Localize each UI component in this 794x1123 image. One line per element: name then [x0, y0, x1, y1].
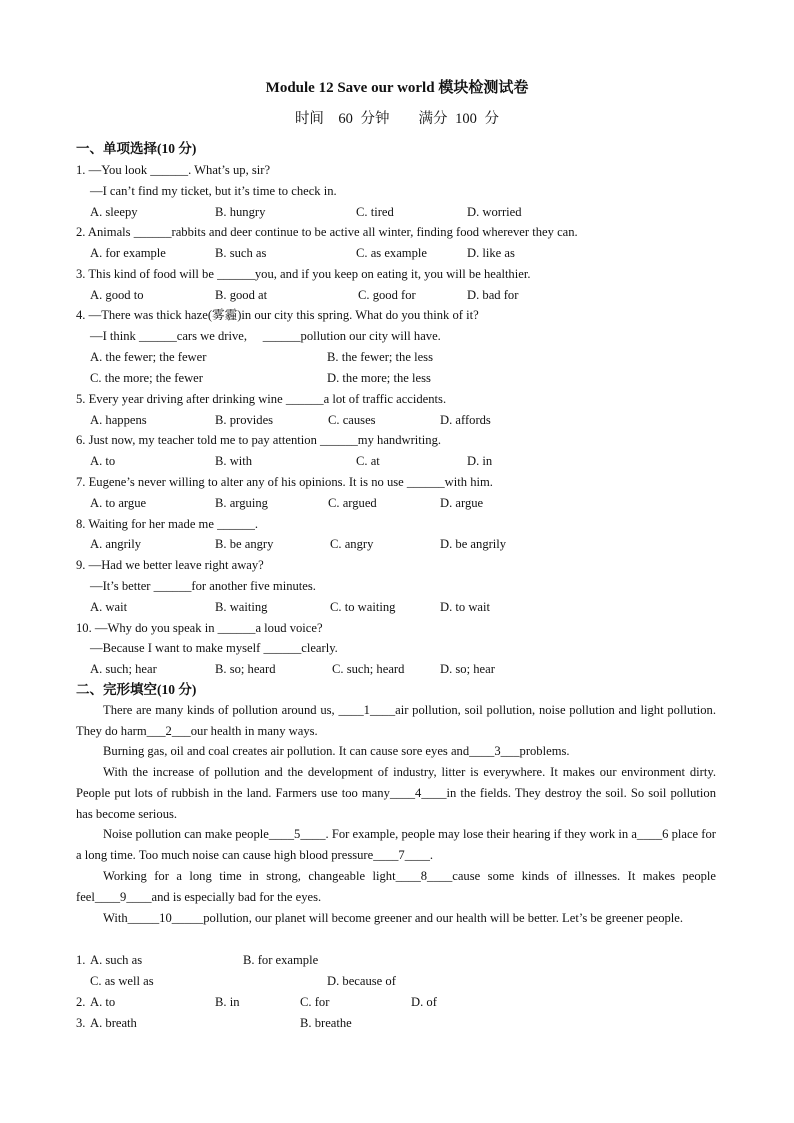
- option-c: C. as well as: [90, 974, 154, 988]
- option-a: A. angrily: [90, 537, 142, 551]
- option-b: B. provides: [215, 413, 274, 427]
- question-stem: 4. —There was thick haze(雾霾)in our city this spring. What do you think of it?: [76, 308, 479, 322]
- option-c: C. to waiting: [330, 600, 396, 614]
- option-b: B. be angry: [215, 537, 274, 551]
- option-a: A. wait: [90, 600, 128, 614]
- option-d: D. to wait: [440, 600, 491, 614]
- cloze-paragraph: With_____10_____pollution, our planet will become greener and our health will be better. Let’s be greener people.: [103, 911, 684, 925]
- question-stem: 7. Eugene’s never willing to alter any of his opinions. It is no use ______with him.: [76, 475, 493, 489]
- option-b: B. waiting: [215, 600, 268, 614]
- question-stem: 8. Waiting for her made me ______.: [76, 517, 259, 531]
- option-d: D. argue: [440, 496, 484, 510]
- question-stem: —I think ______cars we drive, ______pollution our city will have.: [90, 329, 441, 343]
- section-heading-choice: 一、单项选择(10 分): [76, 141, 197, 156]
- cloze-paragraph: With the increase of pollution and the development of industry, litter is everywhere. It makes our environment dirty. People put lots of rubbish in the land. Farmers use too many____4____in the fields. They destroy the soil. So soil pollution has become serious.: [76, 765, 716, 821]
- option-c: C. causes: [328, 413, 376, 427]
- option-c: C. as example: [356, 246, 427, 260]
- option-c: C. angry: [330, 537, 374, 551]
- option-a: A. to argue: [90, 496, 147, 510]
- question-stem: —I can’t find my ticket, but it’s time to check in.: [90, 184, 337, 198]
- cloze-paragraph: Burning gas, oil and coal creates air pollution. It can cause sore eyes and____3___problems.: [103, 744, 570, 758]
- cloze-paragraph: Working for a long time in strong, changeable light____8____cause some kinds of illnesses. It makes people feel____9____and is especially bad for the eyes.: [76, 869, 716, 904]
- page-title: Module 12 Save our world 模块检测试卷: [265, 80, 529, 96]
- option-d: D. in: [467, 454, 493, 468]
- option-b: B. good at: [215, 288, 268, 302]
- option-b: B. in: [215, 995, 240, 1009]
- question-stem: 3. This kind of food will be ______you, and if you keep on eating it, you will be healthier.: [76, 267, 531, 281]
- question-stem: 5. Every year driving after drinking wine ______a lot of traffic accidents.: [76, 392, 447, 406]
- option-c: C. tired: [356, 205, 394, 219]
- option-d: D. be angrily: [440, 537, 507, 551]
- option-c: C. good for: [358, 288, 416, 302]
- option-b: B. breathe: [300, 1016, 352, 1030]
- cloze-paragraph: There are many kinds of pollution around us, ____1____air pollution, soil pollution, noise pollution and light pollution. They do harm___2___our health in many ways.: [76, 703, 716, 738]
- option-d: D. the more; the less: [327, 371, 431, 385]
- option-c: C. such; heard: [332, 662, 405, 676]
- question-stem: —Because I want to make myself ______clearly.: [90, 641, 338, 655]
- option-c: C. the more; the fewer: [90, 371, 203, 385]
- option-b: B. such as: [215, 246, 267, 260]
- cloze-paragraph: Noise pollution can make people____5____. For example, people may lose their hearing if they work in a____6 place for a long time. Too much noise can cause high blood pressure____7____.: [76, 827, 716, 862]
- option-c: C. for: [300, 995, 330, 1009]
- option-a: A. the fewer; the fewer: [90, 350, 207, 364]
- question-stem: 6. Just now, my teacher told me to pay attention ______my handwriting.: [76, 433, 442, 447]
- option-a: A. sleepy: [90, 205, 138, 219]
- option-b: B. hungry: [215, 205, 266, 219]
- option-a: A. good to: [90, 288, 144, 302]
- page-subtitle: 时间 60 分钟 满分 100 分: [294, 111, 500, 127]
- question-stem: 9. —Had we better leave right away?: [76, 558, 264, 572]
- option-a: A. breath: [90, 1016, 137, 1030]
- option-b: B. so; heard: [215, 662, 276, 676]
- option-d: D. so; hear: [440, 662, 495, 676]
- option-a: A. for example: [90, 246, 166, 260]
- question-stem: —It’s better ______for another five minutes.: [90, 579, 316, 593]
- answer-number: 3.: [76, 1016, 86, 1030]
- option-c: C. argued: [328, 496, 377, 510]
- option-c: C. at: [356, 454, 380, 468]
- section-heading-cloze: 二、完形填空(10 分): [76, 682, 197, 697]
- answer-number: 2.: [76, 995, 86, 1009]
- option-d: D. worried: [467, 205, 522, 219]
- option-a: A. such; hear: [90, 662, 157, 676]
- option-a: A. to: [90, 995, 116, 1009]
- option-d: D. bad for: [467, 288, 519, 302]
- question-stem: 1. —You look ______. What’s up, sir?: [76, 163, 271, 177]
- option-b: B. for example: [243, 953, 319, 967]
- option-d: D. of: [411, 995, 437, 1009]
- option-d: D. affords: [440, 413, 491, 427]
- option-b: B. arguing: [215, 496, 268, 510]
- option-b: B. with: [215, 454, 253, 468]
- question-stem: 2. Animals ______rabbits and deer continue to be active all winter, finding food wherever they can.: [76, 225, 578, 239]
- option-a: A. to: [90, 454, 116, 468]
- option-b: B. the fewer; the less: [327, 350, 433, 364]
- answer-number: 1.: [76, 953, 86, 967]
- option-d: D. like as: [467, 246, 515, 260]
- question-stem: 10. —Why do you speak in ______a loud voice?: [76, 621, 323, 635]
- option-a: A. such as: [90, 953, 143, 967]
- option-d: D. because of: [327, 974, 396, 988]
- option-a: A. happens: [90, 413, 147, 427]
